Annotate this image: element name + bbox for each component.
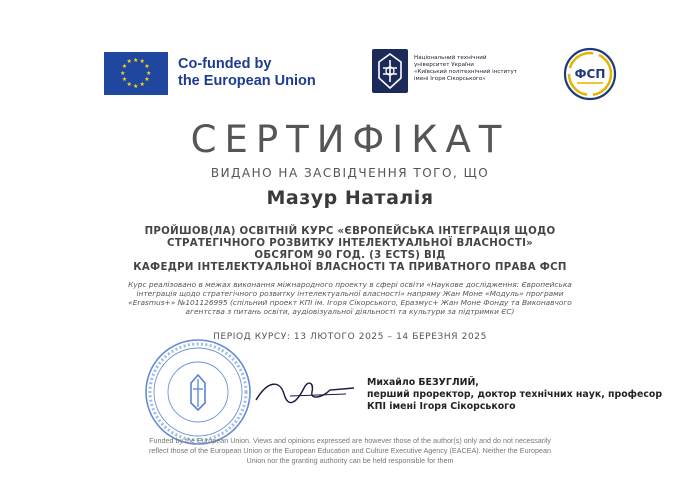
eu-cofunded-line1: Co-funded by xyxy=(178,56,272,72)
recipient-name: Мазур Наталія xyxy=(266,187,434,209)
eu-flag-star-icon: ★ xyxy=(144,63,150,70)
eu-disclaimer-line-1: Funded by the European Union. Views and opinions expressed are however those of the author(s) only and do not necessarily xyxy=(149,436,551,445)
eu-flag-star-icon: ★ xyxy=(144,76,150,83)
project-note-line-1: Курс реалізовано в межах виконання міжнародного проекту в сфері освіти «Наукове дослідження: Європейська xyxy=(128,280,572,289)
fsp-faculty-logo xyxy=(563,47,617,101)
eu-flag-star-icon: ★ xyxy=(133,82,139,90)
eu-disclaimer-line-3: Union nor the granting authority can be held responsible for them xyxy=(246,456,454,465)
certificate-subtitle: ВИДАНО НА ЗАСВІДЧЕННЯ ТОГО, ЩО xyxy=(210,166,490,180)
eu-flag-star-icon: ★ xyxy=(133,56,139,64)
kpi-name-line1: Національний технічний xyxy=(414,55,487,61)
eu-flag-star-icon: ★ xyxy=(139,58,145,66)
project-note-line-4: агентства з питань освіти, аудіовізуальної діяльності та культури за підтримки ЄС) xyxy=(185,307,515,316)
official-stamp-seal xyxy=(143,337,253,447)
certificate-title: СЕРТИФІКАТ xyxy=(190,118,510,161)
eu-flag-star-icon: ★ xyxy=(146,69,152,77)
project-note-line-3: «Erasmus+» №101126995 (спільний проект КПІ ім. Ігоря Сікорського, Еразмус+ Жан Моне Фонду та Виконавчого xyxy=(128,298,572,307)
eu-flag-star-icon: ★ xyxy=(121,63,128,70)
eu-flag-star-icon: ★ xyxy=(120,69,126,77)
signer-name: Михайло БЕЗУГЛИЙ, xyxy=(367,377,479,388)
eu-disclaimer-line-2: reflect those of the European Union or the European Education and Culture Executive Agency (EACEA). Neither the European xyxy=(149,446,551,455)
eu-flag-star-icon: ★ xyxy=(139,80,145,88)
course-line-2: СТРАТЕГІЧНОГО РОЗВИТКУ ІНТЕЛЕКТУАЛЬНОЇ ВЛАСНОСТІ» xyxy=(166,238,534,249)
handwritten-signature xyxy=(250,370,360,410)
project-note-line-2: інтеграція щодо стратегічного розвитку інтелектуальної власності» напряму Жан Моне «Модуль» програми xyxy=(136,289,564,298)
signer-position: перший проректор, доктор технічних наук, професор xyxy=(367,389,663,400)
course-line-3: ОБСЯГОМ 90 ГОД. (3 ECTS) ВІД xyxy=(254,250,446,261)
kpi-emblem-logo xyxy=(371,48,409,94)
signer-organization: КПІ імені Ігоря Сікорського xyxy=(367,401,516,412)
eu-flag-logo xyxy=(104,52,168,95)
eu-flag-star-icon: ★ xyxy=(121,76,128,83)
kpi-name-line3: «Київський політехнічний інститут xyxy=(414,69,518,75)
eu-flag-star-icon: ★ xyxy=(126,80,132,88)
eu-flag-star-icon: ★ xyxy=(126,58,132,66)
course-line-1: ПРОЙШОВ(ЛА) ОСВІТНІЙ КУРС «ЄВРОПЕЙСЬКА ІНТЕГРАЦІЯ ЩОДО xyxy=(144,226,556,237)
course-period: ПЕРІОД КУРСУ: 13 ЛЮТОГО 2025 – 14 БЕРЕЗНЯ 2025 xyxy=(213,332,487,342)
kpi-name-line4: імені Ігоря Сікорського» xyxy=(414,76,486,82)
kpi-name-line2: університет України xyxy=(414,62,474,68)
course-line-4: КАФЕДРИ ІНТЕЛЕКТУАЛЬНОЇ ВЛАСНОСТІ ТА ПРИВАТНОГО ПРАВА ФСП xyxy=(133,262,567,273)
fsp-logo-text: ФСП xyxy=(574,67,606,81)
eu-cofunded-line2: the European Union xyxy=(178,73,316,89)
